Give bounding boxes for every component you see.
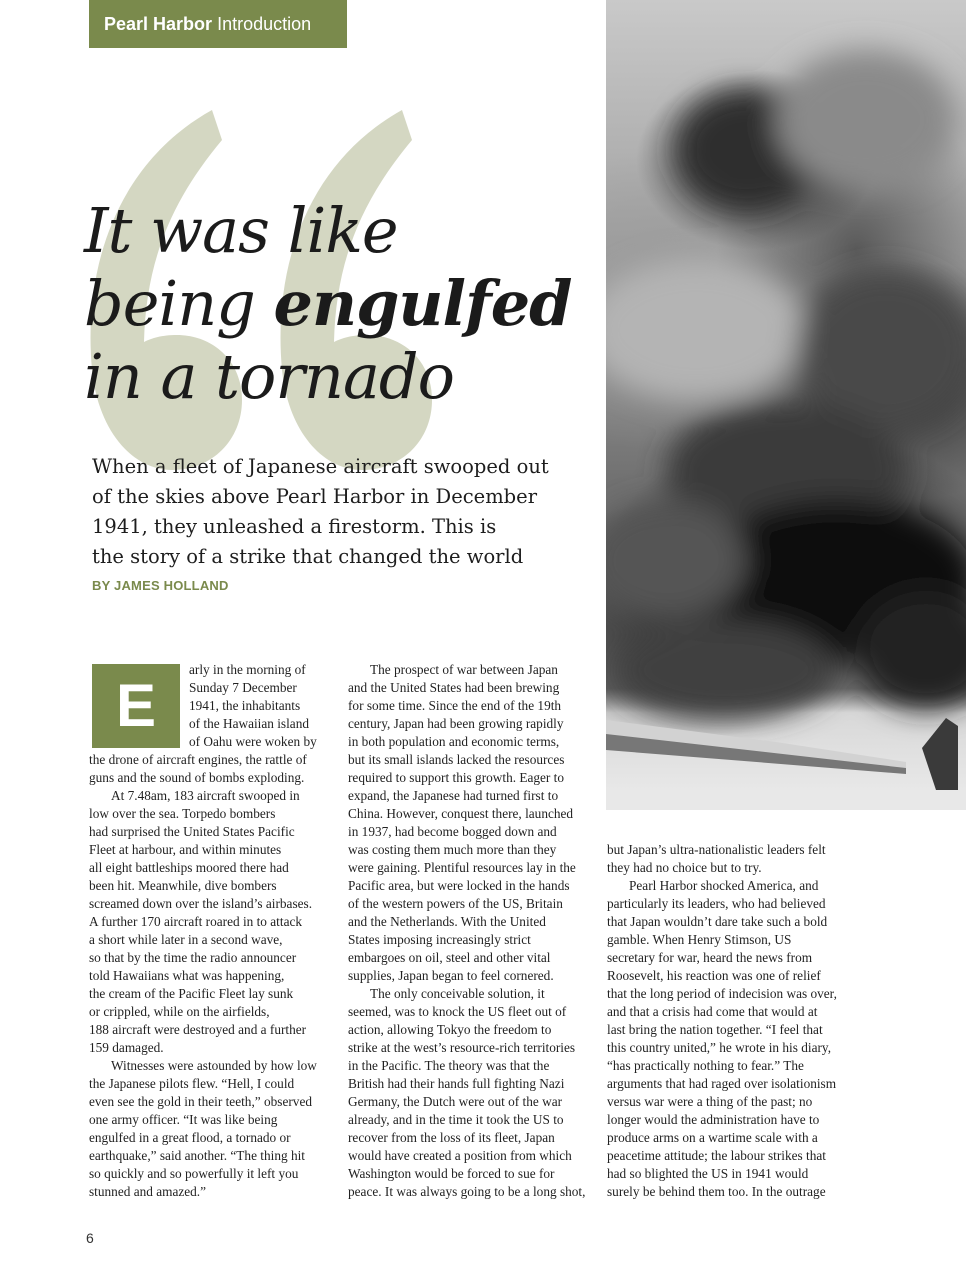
text-line: was costing them much more than they bbox=[348, 842, 557, 857]
text-line: arly in the morning of bbox=[189, 662, 306, 677]
text-line: and that a crisis had come that would at bbox=[607, 1004, 818, 1019]
text-line: The only conceivable solution, it bbox=[370, 986, 545, 1001]
text-line: the Japanese pilots flew. “Hell, I could bbox=[89, 1076, 295, 1091]
text-line: produce arms on a wartime scale with a bbox=[607, 1130, 818, 1145]
text-line: already, and in the time it took the US to bbox=[348, 1112, 564, 1127]
text-line: low over the sea. Torpedo bombers bbox=[89, 806, 276, 821]
text-line: peace. It was always going to be a long shot, bbox=[348, 1184, 586, 1199]
text-line: but its small islands lacked the resources bbox=[348, 752, 565, 767]
text-line: particularly its leaders, who had believed bbox=[607, 896, 826, 911]
section-name: Pearl Harbor bbox=[104, 14, 213, 34]
article-column-2 bbox=[348, 661, 598, 1201]
headline bbox=[84, 194, 604, 413]
text-line: last bring the nation together. “I feel that bbox=[607, 1022, 823, 1037]
text-line: British had their hands full fighting Nazi bbox=[348, 1076, 565, 1091]
standfirst bbox=[92, 452, 592, 572]
headline-emphasis: engulfed bbox=[273, 267, 572, 340]
text-line: 188 aircraft were destroyed and a further bbox=[89, 1022, 307, 1037]
text-line: 159 damaged. bbox=[89, 1040, 164, 1055]
text-line: in the Pacific. The theory was that the bbox=[348, 1058, 550, 1073]
text-line: but Japan’s ultra-nationalistic leaders felt bbox=[607, 842, 826, 857]
text-line: in 1937, had become bogged down and bbox=[348, 824, 557, 839]
text-line: engulfed in a great flood, a tornado or bbox=[89, 1130, 291, 1145]
text-line: Pacific area, but were locked in the hands bbox=[348, 878, 570, 893]
text-line: gamble. When Henry Stimson, US bbox=[607, 932, 792, 947]
text-line: one army officer. “It was like being bbox=[89, 1112, 278, 1127]
text-line: Pearl Harbor shocked America, and bbox=[629, 878, 819, 893]
section-subtitle: Introduction bbox=[217, 14, 312, 34]
text-line: century, Japan had been growing rapidly bbox=[348, 716, 564, 731]
text-line: in both population and economic terms, bbox=[348, 734, 560, 749]
text-line: States imposing increasingly strict bbox=[348, 932, 531, 947]
text-line: and the United States had been brewing bbox=[348, 680, 560, 695]
text-line: the cream of the Pacific Fleet lay sunk bbox=[89, 986, 294, 1001]
text-line: that Japan wouldn’t dare take such a bold bbox=[607, 914, 828, 929]
smoke-clouds bbox=[606, 50, 966, 720]
text-line: would have created a position from which bbox=[348, 1148, 572, 1163]
text-line: and the Netherlands. With the United bbox=[348, 914, 546, 929]
text-line: of the Hawaiian island bbox=[189, 716, 310, 731]
text-line: “has practically nothing to fear.” The bbox=[607, 1058, 804, 1073]
headline-line-1: It was like bbox=[84, 194, 398, 267]
text-line: been hit. Meanwhile, dive bombers bbox=[89, 878, 277, 893]
text-line: 1941, the inhabitants bbox=[189, 698, 301, 713]
text-line: seemed, was to knock the US fleet out of bbox=[348, 1004, 567, 1019]
text-line: stunned and amazed.” bbox=[89, 1184, 207, 1199]
text-line: Fleet at harbour, and within minutes bbox=[89, 842, 282, 857]
text-line: Germany, the Dutch were out of the war bbox=[348, 1094, 563, 1109]
text-line: Roosevelt, his reaction was one of relief bbox=[607, 968, 821, 983]
standfirst-line: 1941, they unleashed a firestorm. This is bbox=[92, 515, 497, 538]
text-line: a short while later in a second wave, bbox=[89, 932, 283, 947]
text-line: recover from the loss of its fleet, Japan bbox=[348, 1130, 555, 1145]
text-line: of Oahu were woken by bbox=[189, 734, 317, 749]
text-line: guns and the sound of bombs exploding. bbox=[89, 770, 305, 785]
text-line: for some time. Since the end of the 19th bbox=[348, 698, 562, 713]
drop-cap: E bbox=[92, 664, 180, 748]
byline: BY JAMES HOLLAND bbox=[92, 578, 229, 593]
headline-line-2 bbox=[84, 267, 604, 340]
smoke-photo bbox=[606, 0, 966, 810]
text-line: all eight battleships moored there had bbox=[89, 860, 289, 875]
text-line: so that by the time the radio announcer bbox=[89, 950, 297, 965]
text-line: arguments that had raged over isolationism bbox=[607, 1076, 837, 1091]
text-line: Sunday 7 December bbox=[189, 680, 297, 695]
text-line: embargoes on oil, steel and other vital bbox=[348, 950, 551, 965]
headline-line-3: in a tornado bbox=[84, 340, 454, 413]
standfirst-line: of the skies above Pearl Harbor in December bbox=[92, 485, 538, 508]
text-line: had surprised the United States Pacific bbox=[89, 824, 295, 839]
text-line: had so blighted the US in 1941 would bbox=[607, 1166, 809, 1181]
text-line: required to support this growth. Eager to bbox=[348, 770, 565, 785]
article-column-1 bbox=[89, 661, 339, 1201]
text-line: even see the gold in their teeth,” observed bbox=[89, 1094, 313, 1109]
text-line: surely be behind them too. In the outrage bbox=[607, 1184, 826, 1199]
text-line: the drone of aircraft engines, the rattle of bbox=[89, 752, 307, 767]
text-line: secretary for war, heard the news from bbox=[607, 950, 813, 965]
standfirst-line: When a fleet of Japanese aircraft swooped out bbox=[92, 455, 549, 478]
text-line: screamed down over the island’s airbases. bbox=[89, 896, 313, 911]
text-line: this country united,” he wrote in his diary, bbox=[607, 1040, 832, 1055]
text-line: Witnesses were astounded by how low bbox=[111, 1058, 317, 1073]
text-line: At 7.48am, 183 aircraft swooped in bbox=[111, 788, 300, 803]
section-tab bbox=[89, 0, 347, 48]
standfirst-line: the story of a strike that changed the world bbox=[92, 545, 524, 568]
text-line: they had no choice but to try. bbox=[607, 860, 762, 875]
text-line: versus war were a thing of the past; no bbox=[607, 1094, 813, 1109]
article-column-3 bbox=[607, 841, 857, 1201]
text-line: supplies, Japan began to feel cornered. bbox=[348, 968, 554, 983]
text-line: of the western powers of the US, Britain bbox=[348, 896, 563, 911]
text-line: so quickly and so powerfully it left you bbox=[89, 1166, 299, 1181]
text-line: A further 170 aircraft roared in to attack bbox=[89, 914, 303, 929]
text-line: longer would the administration have to bbox=[607, 1112, 820, 1127]
text-line: or crippled, while on the airfields, bbox=[89, 1004, 270, 1019]
headline-line-2-text: being bbox=[84, 267, 274, 340]
text-line: The prospect of war between Japan bbox=[370, 662, 558, 677]
photo-ship-wreck bbox=[606, 0, 966, 810]
text-line: strike at the west’s resource-rich territories bbox=[348, 1040, 576, 1055]
text-line: that the long period of indecision was over, bbox=[607, 986, 837, 1001]
text-line: peacetime attitude; the labour strikes that bbox=[607, 1148, 826, 1163]
page-number: 6 bbox=[86, 1230, 94, 1246]
text-line: China. However, conquest there, launched bbox=[348, 806, 574, 821]
text-line: were gaining. Plentiful resources lay in the bbox=[348, 860, 576, 875]
text-line: expand, the Japanese had turned first to bbox=[348, 788, 559, 803]
text-line: told Hawaiians what was happening, bbox=[89, 968, 285, 983]
text-line: Washington would be forced to sue for bbox=[348, 1166, 555, 1181]
text-line: earthquake,” said another. “The thing hit bbox=[89, 1148, 305, 1163]
text-line: action, allowing Tokyo the freedom to bbox=[348, 1022, 552, 1037]
